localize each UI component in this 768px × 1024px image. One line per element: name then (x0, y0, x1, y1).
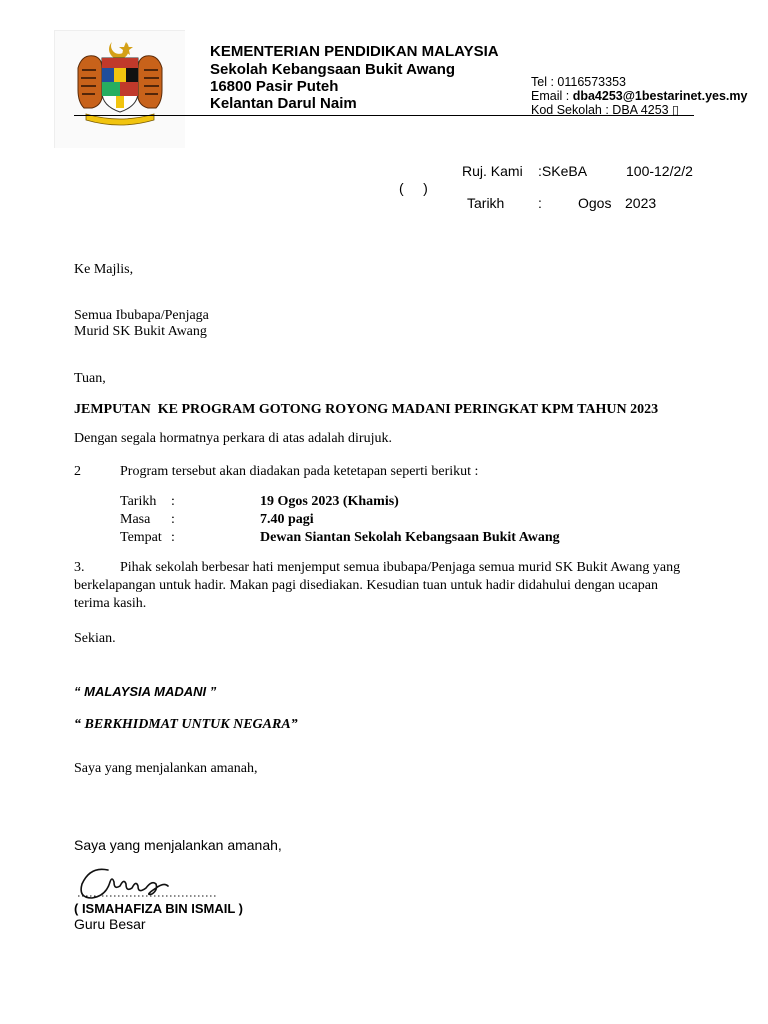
detail-time-value: 7.40 pagi (260, 512, 314, 527)
recipient-line-2: Murid SK Bukit Awang (74, 324, 207, 339)
reference-parentheses: ( ) (399, 180, 428, 196)
detail-date-label: Tarikh (120, 494, 157, 509)
intro-paragraph: Dengan segala hormatnya perkara di atas adalah dirujuk. (74, 431, 392, 446)
paragraph-3-line-1: Pihak sekolah berbesar hati menjemput semua ibubapa/Penjaga semua murid SK Bukit Awang yang (120, 560, 681, 575)
school-state: Kelantan Darul Naim (210, 95, 357, 112)
signatory-position: Guru Besar (74, 916, 146, 932)
paragraph-2-number: 2 (74, 464, 81, 479)
paragraph-2-text: Program tersebut akan diadakan pada ketetapan seperti berikut : (120, 464, 479, 479)
greeting-to: Ke Majlis, (74, 262, 134, 277)
school-name: Sekolah Kebangsaan Bukit Awang (210, 61, 456, 78)
closing: Sekian. (74, 631, 116, 646)
reference-code: :SKeBA (538, 163, 588, 179)
reference-label: Ruj. Kami (462, 163, 523, 179)
detail-time-colon: : (171, 512, 175, 527)
detail-time-label: Masa (120, 512, 151, 527)
signoff-amanah-serif: Saya yang menjalankan amanah, (74, 761, 258, 776)
signatory-name: ( ISMAHAFIZA BIN ISMAIL ) (74, 901, 243, 916)
slogan-berkhidmat: “ BERKHIDMAT UNTUK NEGARA” (74, 717, 298, 732)
date-month: Ogos (578, 195, 612, 211)
date-year: 2023 (625, 195, 657, 211)
detail-date-value: 19 Ogos 2023 (Khamis) (260, 494, 399, 509)
school-code: Kod Sekolah : DBA 4253 ▯ (531, 103, 679, 117)
school-telephone: Tel : 0116573353 (531, 75, 626, 89)
paragraph-3-line-3: terima kasih. (74, 596, 147, 611)
detail-venue-label: Tempat (120, 530, 162, 545)
signoff-amanah-sans: Saya yang menjalankan amanah, (74, 837, 282, 853)
date-colon: : (538, 195, 542, 211)
recipient-line-1: Semua Ibubapa/Penjaga (74, 308, 209, 323)
paragraph-3-line-2: berkelapangan untuk hadir. Makan pagi disediakan. Kesudian tuan untuk hadir didahului dengan ucapan (74, 578, 658, 593)
handwritten-signature-icon (74, 856, 224, 906)
paragraph-3-number: 3. (74, 560, 85, 575)
detail-date-colon: : (171, 494, 175, 509)
detail-venue-value: Dewan Siantan Sekolah Kebangsaan Bukit Awang (260, 530, 560, 545)
email-label: Email : (531, 89, 573, 103)
email-address[interactable]: dba4253@1bestarinet.yes.my (572, 89, 748, 103)
reference-number: 100-12/2/2 (626, 163, 693, 179)
letter-title: JEMPUTAN KE PROGRAM GOTONG ROYONG MADANI PERINGKAT KPM TAHUN 2023 (74, 402, 659, 417)
school-postcode-town: 16800 Pasir Puteh (210, 78, 339, 95)
detail-venue-colon: : (171, 530, 175, 545)
school-email (531, 89, 747, 103)
slogan-malaysia-madani: “ MALAYSIA MADANI ” (74, 684, 217, 699)
ministry-name: KEMENTERIAN PENDIDIKAN MALAYSIA (210, 43, 499, 60)
header-divider (74, 115, 694, 116)
date-label: Tarikh (467, 195, 505, 211)
salutation: Tuan, (74, 371, 106, 386)
